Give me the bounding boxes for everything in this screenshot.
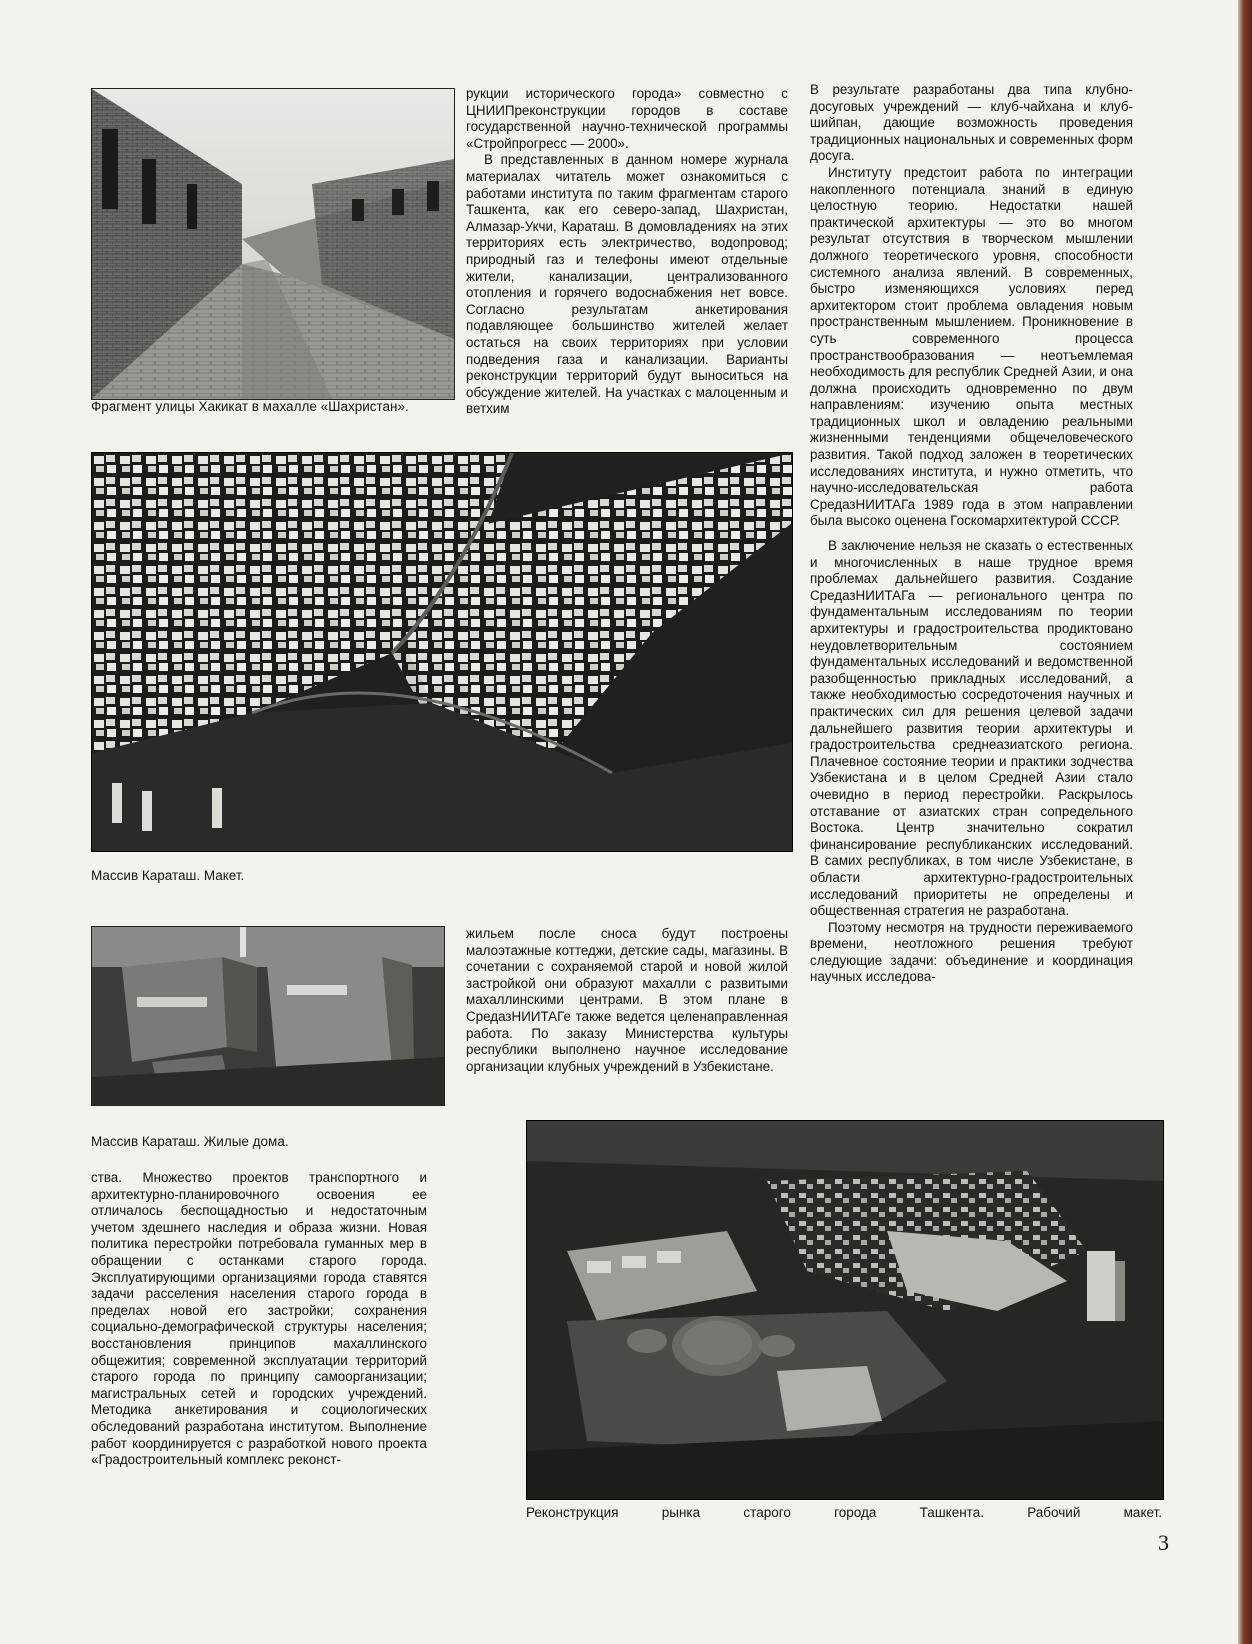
- karatash-model-caption: Массив Караташ. Макет.: [91, 868, 245, 883]
- binding-edge: [1238, 0, 1252, 1644]
- street-photo-caption: Фрагмент улицы Хакикат в махалле «Шахристан».: [91, 399, 409, 414]
- market-model-image: [527, 1121, 1163, 1499]
- paragraph: ства. Множество проектов транспортного и архитектурно-планировочного освоения ее отличалось беспощадностью и недостаточным учетом здешнего наследия и образа жизни. Новая политика перестройки потребовала гуманных мер в обращении с останками старого города. Эксплуатирующими организациями города ставятся задачи расселения населения старого города в пределах новой его застройки; сохранения социально-демографической структуры населения; восстановления принципов махаллинского общежития; современной эксплуатации территорий старого города по принципу самоорганизации; магистральных сетей и городских учреждений. Методика анкетирования и социологических обследований разработана институтом. Выполнение работ координируется с разработкой нового проекта «Градостроительный комплекс реконст-: [91, 1170, 427, 1468]
- karatash-houses-image: [92, 927, 444, 1105]
- market-model-photo: [526, 1120, 1164, 1500]
- paragraph: В заключение нельзя не сказать о естественных и многочисленных в наше трудное время проблемах дальнейшего развития. Создание СредазНИИТАГа — регионального центра по фундаментальным исследованиям по теории архитектуры и градостроительства продиктовано неудовлетворительным состоянием фундаментальных исследований и ведомственной разобщенностью прикладных исследований, а также необходимостью сосредоточения научных и практических сил для решения целевой задачи дальнейшего развития теории архитектуры и градостроительства среднеазиатского региона. Плачевное состояние теории и практики зодчества Узбекистана и в целом Средней Азии стало очевидно в период перестройки. Раскрылось отставание от азиатских стран сопредельного Востока. Центр значительно сократил финансирование республиканских исследований. В самих республиках, в том числе Узбекистане, в области архитектурно-градостроительных исследований приоритеты не определены и общественная стратегия не разработана.: [810, 538, 1133, 919]
- paragraph: рукции исторического города» совместно с ЦНИИПреконструкции городов в составе государственной научно-технической программы «Стройпрогресс — 2000».: [466, 86, 788, 151]
- paragraph: В результате разработаны два типа клубно-досуговых учреждений — клуб-чайхана и клуб-шийпан, дающие возможность проведения традиционных национальных и современных форм досуга.: [810, 82, 1133, 164]
- street-photo-image: [92, 89, 454, 399]
- page-number: 3: [1158, 1530, 1169, 1555]
- paragraph: жильем после сноса будут построены малоэтажные коттеджи, детские сады, магазины. В сочетании с сохраняемой старой и новой жилой застройкой они образуют махалли с развитыми махаллинскими центрами. В этом плане в СредазНИИТАГе также ведется целенаправленная работа. По заказу Министерства культуры республики выполнено научное исследование организации клубных учреждений в Узбекистане.: [466, 926, 788, 1074]
- paragraph: Институту предстоит работа по интеграции накопленного потенциала знаний в единую целостную теорию. Недостатки нашей практической архитектуры — это во многом результат отсутствия в творческом мышлении должного теоретического уровня, способности системного анализа явлений. В современных, быстро изменяющихся условиях перед архитектором стоит проблема овладения новым пространственным мышлением. Проникновение в суть современного процесса пространствообразования — неотъемлемая необходимость для республик Средней Азии, и она должна происходить одновременно по двум направлениям: изучению опыта местных традиционных школ и овладению реальными жизненными тенденциями общечеловеческого развития. Такой подход заложен в теоретических исследованиях института, и нужно отметить, что научно-исследовательская работа СредазНИИТАГа 1989 года в этом направлении была высоко оценена Госкомархитектурой СССР.: [810, 164, 1133, 529]
- paragraph: В представленных в данном номере журнала материалах читатель может ознакомиться с работами института по таким фрагментам старого Ташкента, как его северо-запад, Шахристан, Алмазар-Укчи, Караташ. В домовладениях на этих территориях есть электричество, водопровод; природный газ и телефоны имеют отдельные жители, канализации, централизованного отопления и горячего водоснабжения нет вовсе. Согласно результатам анкетирования подавляющее большинство жителей желает остаться на своих территориях при условии подведения газа и канализации. Варианты реконструкции территорий будут выноситься на обсуждение жителей. На участках с малоценным и ветхим: [466, 152, 788, 417]
- text-column-3: [466, 926, 788, 1075]
- text-column-4: [91, 1170, 427, 1469]
- paragraph: Поэтому несмотря на трудности переживаемого времени, неотложного решения требуют следующие задачи: объединение и координация научных исследова-: [810, 919, 1133, 985]
- text-column-1: [466, 86, 788, 418]
- text-column-2: [810, 82, 1133, 986]
- karatash-model-image: [92, 453, 792, 851]
- karatash-houses-caption: Массив Караташ. Жилые дома.: [91, 1134, 289, 1149]
- karatash-model-photo: [91, 452, 793, 852]
- karatash-houses-photo: [91, 926, 445, 1106]
- street-photo: [91, 88, 455, 400]
- market-model-caption: Реконструкция рынка старого города Ташкента. Рабочий макет.: [526, 1505, 1162, 1520]
